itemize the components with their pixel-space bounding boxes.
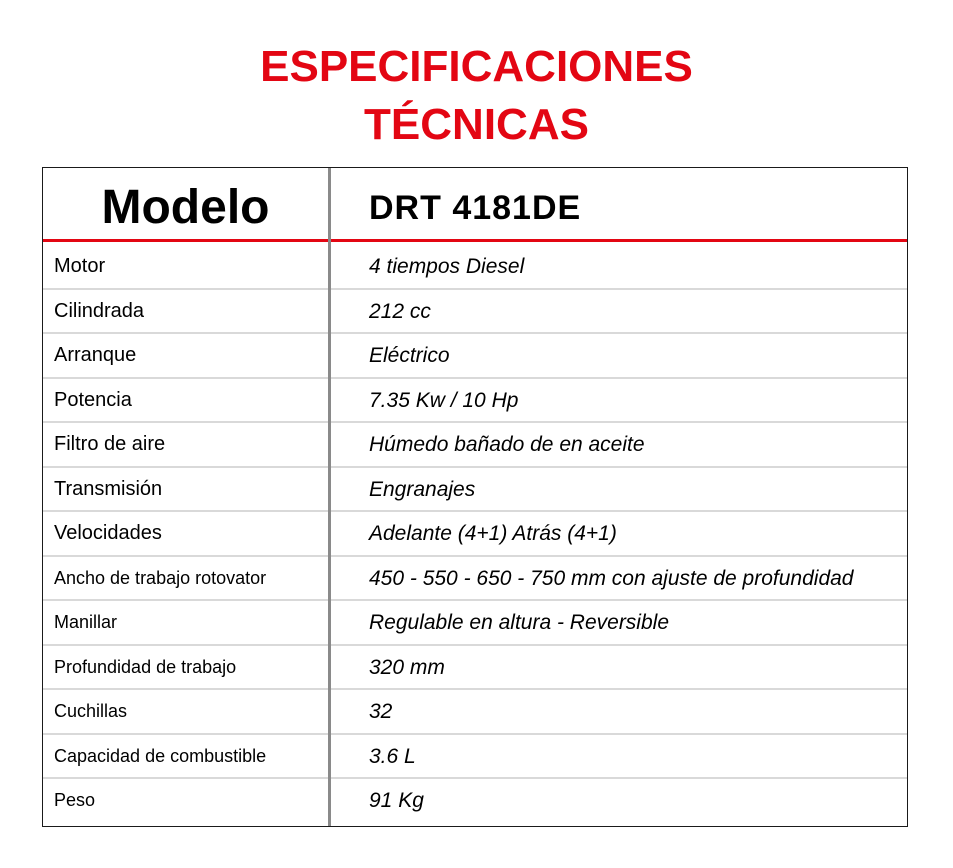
row-label: Ancho de trabajo rotovator xyxy=(54,567,267,588)
row-label: Potencia xyxy=(54,388,132,411)
row-label: Cilindrada xyxy=(54,299,145,322)
row-value: 450 - 550 - 650 - 750 mm con ajuste de profundidad xyxy=(369,566,854,590)
table-row xyxy=(43,735,907,780)
row-label: Profundidad de trabajo xyxy=(54,656,237,677)
row-value: 3.6 L xyxy=(369,744,416,768)
row-value: Regulable en altura - Reversible xyxy=(369,611,669,634)
row-value: 320 mm xyxy=(369,655,445,679)
row-label: Arranque xyxy=(54,344,137,366)
table-row xyxy=(43,779,907,824)
table-header-row xyxy=(43,168,907,242)
table-row xyxy=(43,557,907,602)
table-row xyxy=(43,423,907,468)
row-label: Motor xyxy=(54,255,106,277)
row-value: 4 tiempos Diesel xyxy=(369,255,525,278)
table-row xyxy=(43,468,907,513)
page-title-line-1: ESPECIFICACIONES xyxy=(260,42,693,91)
table-row xyxy=(43,334,907,379)
table-row xyxy=(43,601,907,646)
table-row xyxy=(43,379,907,424)
row-value: Húmedo bañado de en aceite xyxy=(369,433,645,456)
row-label: Cuchillas xyxy=(54,701,128,721)
spec-table xyxy=(42,167,908,827)
row-label: Capacidad de combustible xyxy=(54,745,267,766)
table-row xyxy=(43,290,907,335)
table-row xyxy=(43,646,907,691)
row-label: Filtro de aire xyxy=(54,433,166,455)
row-label: Velocidades xyxy=(54,522,162,544)
header-label-modelo: Modelo xyxy=(101,181,270,234)
row-value: Eléctrico xyxy=(369,344,450,367)
row-label: Transmisión xyxy=(54,477,163,500)
row-value: 91 Kg xyxy=(369,789,424,812)
row-value: Engranajes xyxy=(369,477,476,501)
row-label: Manillar xyxy=(54,612,118,632)
row-value: 7.35 Kw / 10 Hp xyxy=(369,388,519,412)
row-value: Adelante (4+1) Atrás (4+1) xyxy=(369,522,617,545)
page-title-line-2: TÉCNICAS xyxy=(364,100,589,149)
table-row xyxy=(43,245,907,290)
header-value-model: DRT 4181DE xyxy=(369,189,582,227)
table-body xyxy=(43,245,907,824)
row-value: 32 xyxy=(369,700,393,723)
column-divider xyxy=(328,168,331,826)
table-row xyxy=(43,512,907,557)
row-label: Peso xyxy=(54,790,96,810)
row-value: 212 cc xyxy=(369,299,431,323)
table-row xyxy=(43,690,907,735)
